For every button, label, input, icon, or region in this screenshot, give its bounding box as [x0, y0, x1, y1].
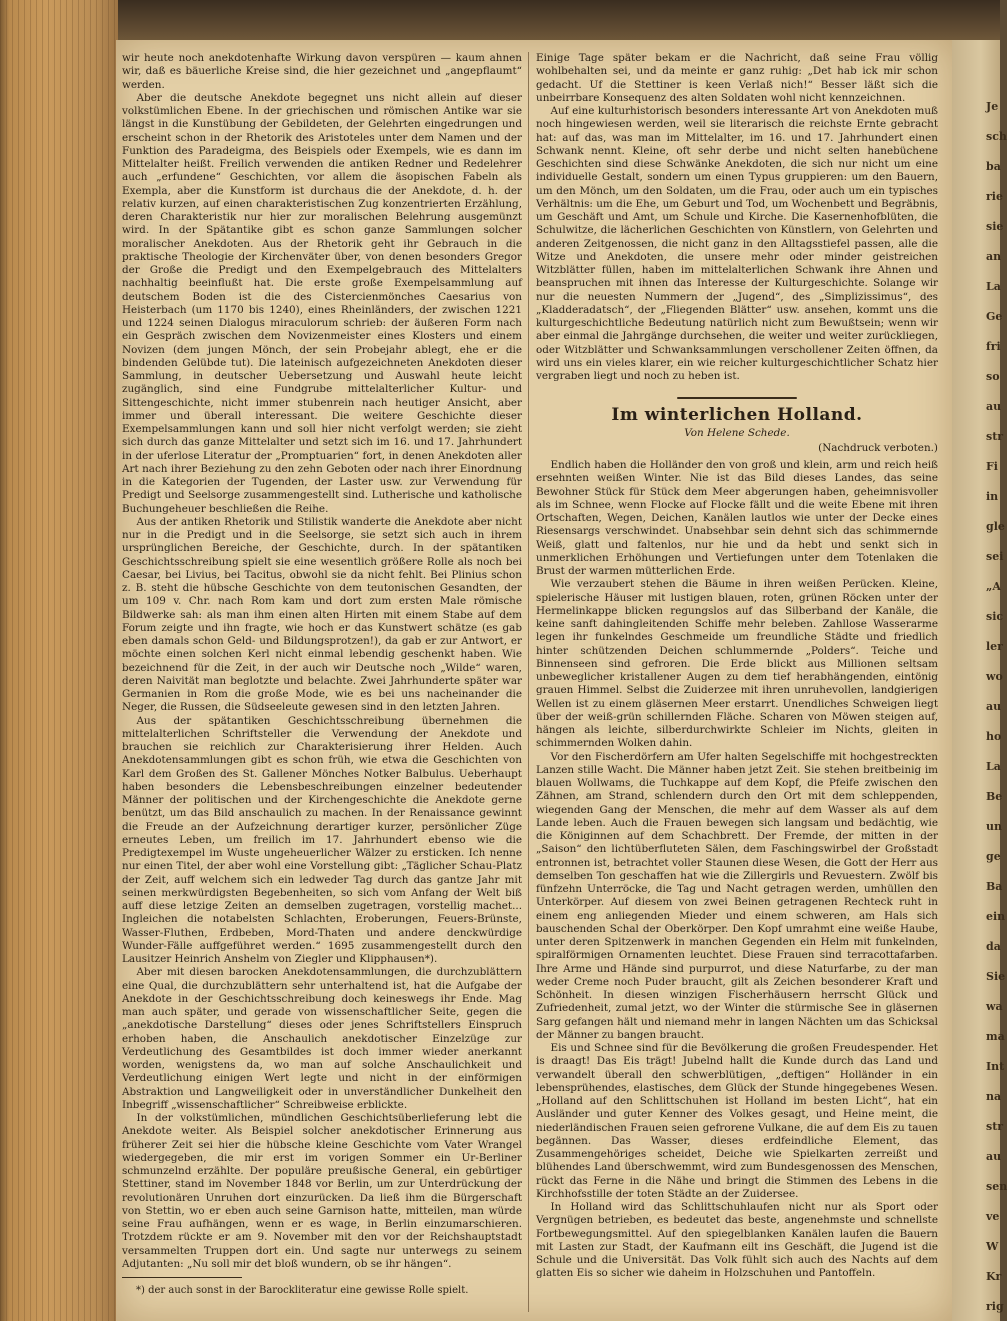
footnote-rule — [122, 1277, 242, 1278]
edge-text-fragment: ler — [986, 640, 1003, 653]
edge-text-fragment: ho — [986, 730, 1002, 743]
edge-text-fragment: au — [986, 1150, 1002, 1163]
edge-text-fragment: sen — [986, 1180, 1007, 1193]
edge-text-fragment: Ge — [986, 310, 1003, 323]
paragraph: In Holland wird das Schlittschuhlaufen nicht nur als Sport oder Vergnügen betrieben, es bedeutet das beste, angenehmste und schnellste Fortbewegungsmittel. Auf den spiegelblanken Kanälen laufen die Bauern mit Lasten zur Stadt, der Kaufmann eilt ins Geschäft, die Jugend ist die Schule und die Universität. Das Volk fühlt sich auch des Nachts auf dem glatten Eis so sicher wie daheim in Holzschuhen und Pantoffeln. — [536, 1201, 938, 1280]
paragraph: Endlich haben die Holländer den von groß und klein, arm und reich heiß ersehnten weißen Winter. Nie ist das Bild dieses Landes, das seine Bewohner Stück für Stück dem Meer abgerungen haben, geheimnisvoller als im Schnee, wenn Flocke auf Flocke fällt und die weite Ebene mit ihren Ortschaften, Wegen, Deichen, Kanälen lautlos wie unter der Decke eines Riesensargs verschwindet. Unabsehbar sein dehnt sich das schimmernde Weiß, glatt und faltenlos, nur hie und da hebt und senkt sich in unmerklichen Erhöhungen und Vertiefungen unter dem Totenlaken die Brust der warmen mütterlichen Erde. — [536, 459, 938, 577]
edge-text-fragment: wa — [986, 1000, 1003, 1013]
edge-text-fragment: wo — [986, 670, 1003, 683]
edge-text-fragment: Fi — [986, 460, 998, 473]
edge-text-fragment: La — [986, 760, 1001, 773]
edge-text-fragment: sei — [986, 550, 1004, 563]
edge-text-fragment: rie — [986, 190, 1003, 203]
edge-text-fragment: sie — [986, 220, 1004, 233]
article-title: Im winterlichen Holland. — [611, 405, 863, 426]
edge-text-fragment: Kr — [986, 1270, 1002, 1283]
edge-text-fragment: Be — [986, 790, 1003, 803]
next-page-edge — [952, 40, 1007, 1321]
article-byline: Von Helene Schede. — [684, 426, 790, 439]
edge-text-fragment: Ba — [986, 880, 1003, 893]
footnote: *) der auch sonst in der Barockliteratur eine gewisse Rolle spielt. — [136, 1285, 469, 1296]
paragraph: Einige Tage später bekam er die Nachricht, daß seine Frau völlig wohlbehalten sei, und da meinte er ganz ruhig: „Det hab ick mir schon gedacht. Uf die Stettiner is keen Verlaß nich!“ Besser läßt sich die unbeirrbare Konsequenz des alten Soldaten wohl nicht kennzeichnen. — [536, 52, 938, 104]
right-column — [536, 52, 938, 1281]
edge-text-fragment: an — [986, 250, 1002, 263]
paragraph: Eis und Schnee sind für die Bevölkerung die großen Freudespender. Het is draagt! Das Eis trägt! Jubelnd hallt die Kunde durch das Land und verwandelt überall den schwerblütigen, „deftigen“ Holländer in ein lebensprühendes, elastisches, dem Glück der Stunde hingegebenes Wesen. „Holland auf den Schlittschuhen ist Holland im besten Licht“, hat ein Ausländer und guter Kenner des Volkes gesagt, und Heine meint, die niederländischen Frauen seien gefrorene Vulkane, die auf dem Eis zu tauen begännen. Das Wasser, dieses erdfeindliche Element, das Zusammengehöriges scheidet, Deiche wie Spielkarten zerreißt und blühendes Land überschwemmt, wird zum Bundesgenossen des Menschen, rückt das Ferne in die Nähe und bringt die Stimmen des Lebens in die Kirchhofsstille der toten Städte an der Zuidersee. — [536, 1042, 938, 1200]
edge-text-fragment: na — [986, 1090, 1002, 1103]
section-ornament — [677, 397, 797, 399]
edge-text-fragment: in — [986, 490, 999, 503]
edge-text-fragment: au — [986, 700, 1002, 713]
column-divider — [528, 52, 529, 1312]
paragraph: Auf eine kulturhistorisch besonders interessante Art von Anekdoten muß noch hingewiesen werden, weil sie literarisch die reichste Ernte gebracht hat: auf das, was man im Mittelalter, im 16. und 17. Jahrhundert einen Schwank nennt. Kleine, oft sehr derbe und nicht selten hanebüchene Geschichten sind diese Schwänke Anekdoten, die sich nur nicht um eine individuelle Gestalt, sondern um einen Typus gruppieren: um den Bauern, um den Mönch, um den Soldaten, um die Frau, oder auch um ein typisches Verhältnis: um die Ehe, um Geburt und Tod, um Wochenbett und Begräbnis, um Geschäft und Amt, um Schule und Kirche. Die Kasernenhofblüten, die Schulwitze, die lächerlichen Geschichten von Künstlern, von Gelehrten und anderen Zeitgenossen, die nicht ganz in den Alltagsstiefel passen, alle die Witze und Anekdoten, die unsere mehr oder minder geistreichen Witzblätter füllen, haben im mittelalterlichen Schwank ihre Ahnen und beanspruchen mit ihnen das Interesse der Kulturgeschichte. Solange wir nur die neuesten Nummern der „Jugend“, des „Simplizissimus“, des „Kladderadatsch“, der „Fliegenden Blätter“ usw. ansehen, kommt uns die kulturgeschichtliche Bedeutung natürlich nicht zum Bewußtsein; wenn wir aber einmal die Jahrgänge durchsehen, die weiter und weiter zurückliegen, oder Witzblätter und Schwanksammlungen verschollener Zeiten öffnen, da wird uns ein vieles klarer, ein wie reicher kulturgeschichtlicher Schatz hier vergraben liegt und noch zu heben ist. — [536, 105, 938, 382]
edge-text-fragment: ba — [986, 160, 1001, 173]
edge-text-fragment: ein — [986, 910, 1006, 923]
edge-text-fragment: La — [986, 280, 1001, 293]
edge-text-fragment: sic — [986, 610, 1004, 623]
edge-text-fragment: au — [986, 400, 1002, 413]
edge-text-fragment: ve — [986, 1210, 1000, 1223]
edge-text-fragment: so — [986, 370, 1000, 383]
paragraph: Wie verzaubert stehen die Bäume in ihren weißen Perücken. Kleine, spielerische Häuser mit lustigen blauen, roten, grünen Röcken unter der Hermelinkappe blicken regungslos auf das Silberband der Kanäle, die keine sanft dahingleitenden Schiffe mehr beleben. Zahllose Wasserarme legen ihr funkelndes Geschmeide um freundliche Städte und friedlich hinter schützenden Deichen schlummernde „Polders“. Teiche und Binnenseen sind gefroren. Die Erde blickt aus Millionen seltsam unbeweglicher kristallener Augen zu dem tief herabhängenden, eintönig grauen Himmel. Selbst die Zuiderzee mit ihren unruhevollen, landgierigen Wellen ist zu einem gläsernen Meer erstarrt. Unendliches Schweigen liegt über der weiß-grün schillernden Fläche. Scharen von Möwen steigen auf, hängen als leichte, silberdurchwirkte Schleier im Nichts, gleiten in schimmernden Wolken dahin. — [536, 578, 938, 750]
reprint-notice: (Nachdruck verboten.) — [818, 441, 938, 454]
edge-text-fragment: sch — [986, 130, 1007, 143]
paragraph: wir heute noch anekdotenhafte Wirkung davon verspüren — kaum ahnen wir, daß es bäuerliche Kreise sind, die hier gezeichnet und „angepflaumt“ werden. — [122, 52, 522, 91]
edge-text-fragment: „A — [986, 580, 1001, 593]
paragraph: Aber die deutsche Anekdote begegnet uns nicht allein auf dieser volkstümlichen Ebene. In der griechischen und römischen Antike war sie längst in die Kunstübung der Gebildeten, der Gelehrten eingedrungen und erscheint schon in der Rhetorik des Aristoteles unter dem Namen und der Funktion des Paradeigma, des Beispiels oder Exempels, wie es dann im Mittelalter heißt. Freilich verwenden die antiken Redner und Redelehrer auch „erfundene“ Geschichten, vor allem die äsopischen Fabeln als Exempla, aber die Kunstform ist durchaus die der Anekdote, d. h. der relativ kurzen, auf einen charakteristischen Zug konzentrierten Erzählung, deren Charakteristik nur hier zur moralischen Belehrung ausgemünzt wird. In der Spätantike gibt es schon ganze Sammlungen solcher moralischer Anekdoten. Aus der Rhetorik geht ihr Gebrauch in die praktische Theologie der Kirchenväter über, von denen besonders Gregor der Große die Predigt und den Exempelgebrauch des Mittelalters nachhaltig beeinflußt hat. Die erste große Exempelsammlung auf deutschem Boden ist die des Cistercienmönches Caesarius von Heisterbach (um 1170 bis 1240), eines Rheinländers, der zwischen 1221 und 1224 seinen Dialogus miraculorum schrieb: der äußeren Form nach ein Gespräch zwischen dem Novizenmeister eines Klosters und einem Novizen (dem jungen Mönch, der sein Probejahr ablegt, ehe er die bindenden Gelübde tut). Die lateinisch aufgezeichneten Anekdoten dieser Sammlung, in deutscher Uebersetzung und Auswahl heute leicht zugänglich, sind eine Fundgrube mittelalterlicher Kultur- und Sittengeschichte, nicht immer stubenrein nach heutiger Ansicht, aber immer und überall interessant. Die weitere Geschichte dieser Exempelsammlungen kann und soll hier nicht verfolgt werden; sie zieht sich durch das ganze Mittelalter und setzt sich im 16. und 17. Jahrhundert in der uferlose Literatur der „Promptuarien“ fort, in denen Anekdoten aller Art nach ihrer Beziehung zu den zehn Geboten oder nach ihrer Einordnung in die Kategorien der Tugenden, der Laster usw. zur Verwendung für Predigt und Seelsorge zusammengestellt sind. Lutherische und katholische Buchungeheuer beschließen die Reihe. — [122, 91, 522, 515]
edge-text-fragment: ma — [986, 1030, 1005, 1043]
adjacent-page-edge — [0, 0, 118, 1321]
edge-text-fragment: un — [986, 820, 1002, 833]
edge-text-fragment: da — [986, 940, 1001, 953]
edge-text-fragment: str — [986, 1120, 1004, 1133]
paragraph: Aber mit diesen barocken Anekdotensammlungen, die durchzublättern eine Qual, die durchzublättern sehr unterhaltend ist, hat die Aufgabe der Anekdote in der Geschichtsschreibung doch keineswegs ihr Ende. Mag man auch später, und gerade von wissenschaftlicher Seite, gegen die „anekdotische Darstellung“ dieses oder jenes Schriftstellers Einspruch erhoben haben, die Anschaulich anekdotischer Einzelzüge zur Verdeutlichung des Gesamtbildes ist doch immer wieder anerkannt worden, wenigstens da, wo man auf solche Anschaulichkeit und Verdeutlichung einigen Wert legte und nicht in der einförmigen Abstraktion und Langweiligkeit oder in unverständlicher Dunkelheit den Inbegriff „wissenschaftlicher“ Schreibweise erblickte. — [122, 966, 522, 1111]
paragraph: In der volkstümlichen, mündlichen Geschichtsüberlieferung lebt die Anekdote weiter. Als Beispiel solcher anekdotischer Erinnerung aus früherer Zeit sei hier die hübsche kleine Geschichte vom Vater Wrangel wiedergegeben, die mir erst im vorigen Sommer ein Ur-Berliner schmunzelnd erzählte. Der populäre preußische General, ein gebürtiger Stettiner, stand im November 1848 vor Berlin, um zur Unterdrückung der revolutionären Unruhen dort einzurücken. Da ließ ihm die Bürgerschaft von Stettin, wo er eben auch seine Garnison hatte, mitteilen, man würde seine Frau aufhängen, wenn er es wage, in Berlin einzumarschieren. Trotzdem rückte er am 9. November mit den vor der Reichshauptstadt versammelten Truppen dort ein. Und sagte nur unterwegs zu seinem Adjutanten: „Nu soll mir det bloß wundern, ob se ihr hängen“. — [122, 1112, 522, 1270]
paragraph: Aus der antiken Rhetorik und Stilistik wanderte die Anekdote aber nicht nur in die Predigt und in die Seelsorge, sie setzt sich auch in ihrem ursprünglichen Bereiche, der Geschichte, durch. In der spätantiken Geschichtsschreibung spielt sie eine wesentlich größere Rolle als noch bei Caesar, bei Livius, bei Tacitus, obwohl sie da nicht fehlt. Bei Plinius schon z. B. steht die hübsche Geschichte von dem teutonischen Gesandten, der um 109 v. Chr. nach Rom kam und dort zum ersten Male römische Bildwerke sah: als man ihm einen alten Hirten mit einem Stabe auf dem Forum zeigte und ihn fragte, wie hoch er das Kunstwert schätze (es gab eben damals schon Geld- und Bildungsprotzen!), da gab er zur Antwort, er möchte einen solchen Kerl nicht einmal lebendig geschenkt haben. Wie bezeichnend für die Zeit, in der auch wir Deutsche noch „Wilde“ waren, deren Naivität man beglotzte und belachte. Zwei Jahrhunderte später war Germanien in Rom die große Mode, wie es bei uns nacheinander die Neger, die Russen, die Südseeleute gewesen sind in den letzten Jahren. — [122, 515, 522, 714]
edge-text-fragment: str — [986, 430, 1004, 443]
scanner-background-top — [0, 0, 1000, 40]
edge-text-fragment: Int — [986, 1060, 1005, 1073]
edge-text-fragment: ge — [986, 850, 1001, 863]
edge-text-fragment: Sie — [986, 970, 1006, 983]
paragraph: Aus der spätantiken Geschichtsschreibung übernehmen die mittelalterlichen Schriftsteller die Verwendung der Anekdote und brauchen sie reichlich zur Charakterisierung ihrer Helden. Auch Anekdotensammlungen gibt es schon früh, wie etwa die Geschichten von Karl dem Großen des St. Gallener Mönches Notker Balbulus. Ueberhaupt haben besonders die Lebensbeschreibungen einzelner bedeutender Männer der politischen und der Kirchengeschichte die Anekdote gerne benützt, um das Bild anschaulich zu machen. In der Renaissance gewinnt die Freude an der Aufzeichnung derartiger kurzer, persönlicher Züge erneutes Leben, um freilich im 17. Jahrhundert ebenso wie die Predigtexempel im Wuste ungeheuerlicher Wälzer zu ersticken. Ich nenne nur einen Titel, der aber wohl eine Vorstellung gibt: „Täglicher Schau-Platz der Zeit, auff welchem sich ein ledweder Tag durch das gantze Jahr mit seinen merkwürdigsten Begebenheiten, so sich vom Anfang der Welt biß auff diese letzige Zeiten an demselben zugetragen, vorstellig machet... Ingleichen die notabelsten Schlachten, Eroberungen, Feuers-Brünste, Wasser-Fluthen, Erdbeben, Mord-Thaten und andere denckwürdige Wunder-Fälle auffgeführet werden.“ 1695 zusammengestellt durch den Lausitzer Heinrich Anshelm von Ziegler und Klipphausen*). — [122, 714, 522, 965]
paragraph: Vor den Fischerdörfern am Ufer halten Segelschiffe mit hochgestreckten Lanzen stille Wacht. Die Männer haben jetzt Zeit. Sie stehen breitbeinig im blauen Wollwams, die Tuchkappe auf dem Kopf, die Pfeife zwischen den Zähnen, am Strand, schlendern durch den Ort mit dem schleppenden, wiegenden Gang der Menschen, die mehr auf dem Wasser als auf dem Lande leben. Auch die Frauen bewegen sich langsam und bedächtig, wie die Königinnen auf dem Schachbrett. Der Fremde, der mitten in der „Saison“ den lichtüberfluteten Sälen, dem Faschingswirbel der Großstadt entronnen ist, betrachtet voller Staunen diese Wesen, die Gott der Herr aus demselben Ton geschaffen hat wie die Zillergirls und Revuestern. Zwölf bis fünfzehn Unterröcke, die Tag und Nacht getragen werden, umhüllen den Unterkörper. Auf diesem von zwei Beinen getragenen Rechteck ruht in einem eng anliegenden Mieder und einem schweren, am Hals sich bauschenden Schal der Oberkörper. Den Kopf umrahmt eine weiße Haube, unter deren Spitzenwerk in manchen Gegenden ein Helm mit funkelnden, spiralförmigen Ornamenten leuchtet. Diese Frauen sind terracottafarben. Ihre Arme und Hände sind purpurrot, und diese Naturfarbe, zu der man weder Creme noch Puder braucht, gilt als Zeichen besonderer Kraft und Schönheit. In diesen winzigen Fischerhäusern herrscht Glück und Zufriedenheit, zumal jetzt, wo der Winter die stürmische See in gläsernen Sarg gefangen hält und niemand mehr in langen Nächten um das Schicksal der Männer zu bangen braucht. — [536, 750, 938, 1041]
edge-text-fragment: W — [986, 1240, 999, 1253]
edge-text-fragment: Je — [986, 100, 999, 113]
left-column — [122, 52, 522, 1297]
edge-text-fragment: gle — [986, 520, 1005, 533]
edge-text-fragment: fri — [986, 340, 1001, 353]
edge-text-fragment: rig — [986, 1300, 1004, 1313]
